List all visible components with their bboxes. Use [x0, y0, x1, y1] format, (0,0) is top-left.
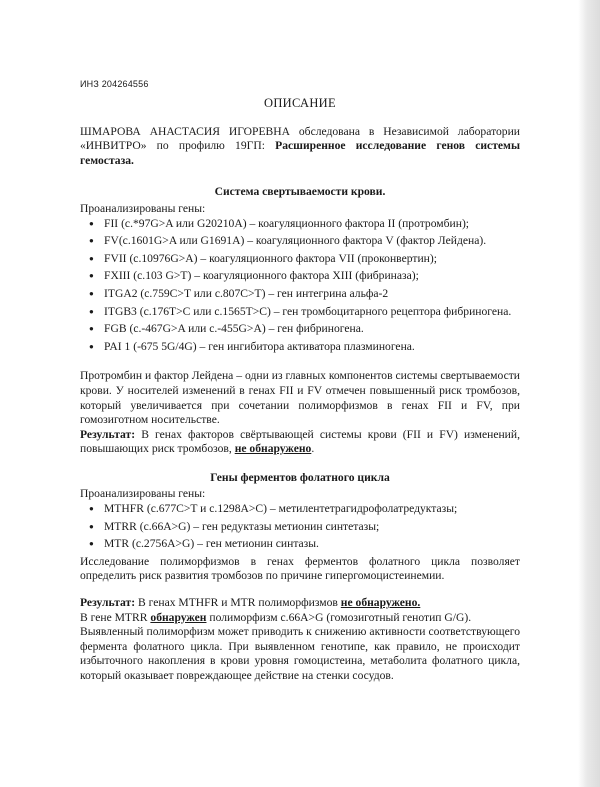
gene-item: ● MTRR (c.66A>G) – ген редуктазы метионин синтетазы; [104, 520, 520, 535]
gene-item: ● MTR (c.2756A>G) – ген метионин синтазы. [104, 537, 520, 552]
document-title: ОПИСАНИЕ [264, 96, 336, 110]
result-emphasis: не обнаружено. [340, 596, 421, 610]
gene-item: ● FXIII (c.103 G>T) – коагуляционного фактора XIII (фибриназа); [104, 269, 520, 284]
coagulation-description: Протромбин и фактор Лейдена – одни из главных компонентов системы свертываемости крови. У носителей изменений в генах FII и FV отмечен повышенный риск тромбозов, который увеличивается при сочетании полиморфизмов в генах FII и FV, при гомозиготном носительстве. [80, 369, 520, 427]
page-edge-shadow [578, 0, 600, 787]
folate-gene-list [80, 502, 520, 552]
section-coagulation-analyzed-label: Проанализированы гены: [80, 201, 206, 215]
result-emphasis: обнаружен [150, 610, 207, 624]
section-coagulation-heading: Система свертываемости крови. [214, 185, 386, 199]
result-label: Результат: [80, 596, 136, 610]
folate-result-mtrr: В гене MTRR обнаружен полиморфизм c.66A>G (гомозиготный генотип G/G). [80, 610, 472, 624]
gene-item: ● MTHFR (c.677C>T и c.1298A>C) – метилентетрагидрофолатредуктазы; [104, 502, 520, 517]
result-label: Результат: [80, 427, 136, 441]
document-id: ИНЗ 204264556 [80, 79, 149, 89]
folate-description: Исследование полиморфизмов в генах ферментов фолатного цикла позволяет определить риск развития тромбозов по причине гипергомоцистеинемии. [80, 554, 520, 583]
result-emphasis: не обнаружено [234, 442, 312, 456]
gene-item: ● ITGB3 (c.176T>C или c.1565T>C) – ген тромбоцитарного рецептора фибриногена. [104, 305, 520, 320]
intro-paragraph [80, 125, 520, 169]
section-folate-heading: Гены ферментов фолатного цикла [210, 470, 390, 484]
document-page [80, 78, 520, 684]
gene-item: ● ITGA2 (c.759C>T или c.807C>T) – ген интегрина альфа-2 [104, 287, 520, 302]
folate-result: Результат: В генах MTHFR и MTR полиморфизмов не обнаружено. [80, 596, 421, 610]
section-folate-analyzed-label: Проанализированы гены: [80, 487, 206, 501]
gene-item: ● FVII (c.10976G>A) – коагуляционного фактора VII (проконвертин); [104, 252, 520, 267]
intro-text: ШМАРОВА АНАСТАСИЯ ИГОРЕВНА обследована в Независимой лаборатории «ИНВИТРО» по профилю 19ГП: [80, 124, 520, 153]
folate-closing: Выявленный полиморфизм может приводить к снижению активности соответствующего фермента фолатного цикла. При выявленном генотипе, как правило, не происходит избыточного накопления в крови уровня гомоцистеина, метаболита фолатного цикла, который оказывает повреждающее действие на стенки сосудов. [80, 625, 520, 682]
gene-item: ● PAI 1 (-675 5G/4G) – ген ингибитора активатора плазминогена. [104, 340, 520, 355]
coagulation-gene-list [80, 217, 520, 355]
gene-item: ● FGB (c.-467G>A или c.-455G>A) – ген фибриногена. [104, 322, 520, 337]
intro-profile: Расширенное исследование генов системы гемостаза. [80, 139, 520, 167]
gene-item: ● FV(c.1601G>A или G1691A) – коагуляционного фактора V (фактор Лейдена). [104, 234, 520, 249]
gene-item: ● FII (c.*97G>A или G20210A) – коагуляционного фактора II (протромбин); [104, 217, 520, 232]
coagulation-result: Результат: В генах факторов свёртывающей системы крови (FII и FV) изменений, повышающих риск тромбозов, не обнаружено. [80, 427, 520, 456]
